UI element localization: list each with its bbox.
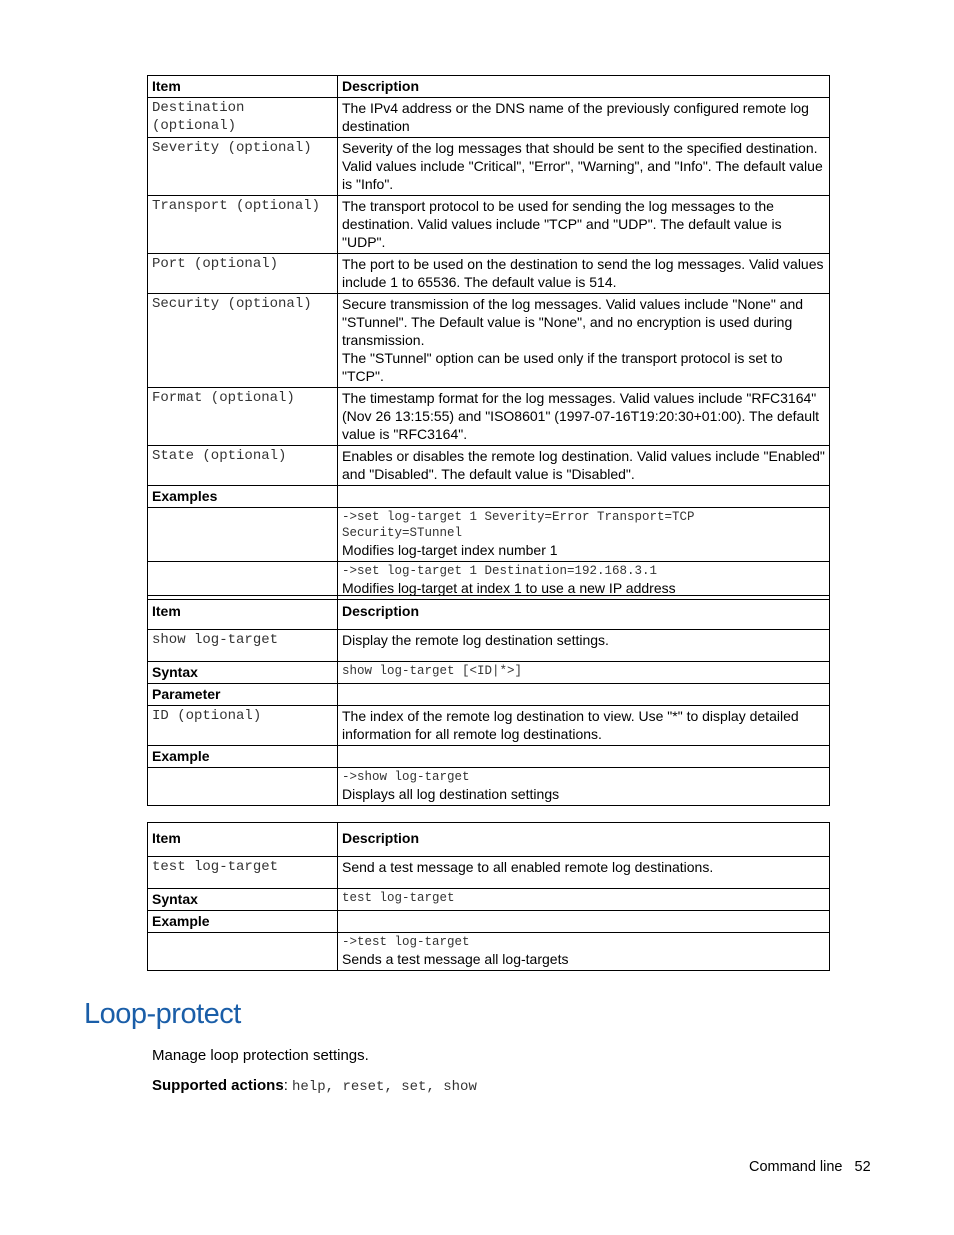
param-description: The transport protocol to be used for sending the log messages to the destination. Valid values include "TCP" and "UDP". The default value is "UDP". [338,196,830,254]
table-row [148,294,830,388]
syntax-cell [338,889,830,911]
empty-cell [338,684,830,706]
section-intro: Manage loop protection settings. [152,1047,369,1064]
example-text: Modifies log-target at index 1 to use a new IP address [342,580,676,596]
example-text: Displays all log destination settings [342,786,560,802]
param-severity: Severity (optional) [148,138,338,196]
table-header-row [148,596,830,630]
table-row [148,706,830,746]
param-description: Enables or disables the remote log destination. Valid values include "Enabled" and "Disabled". The default value is "Disabled". [338,446,830,486]
supported-actions-separator: : [283,1077,293,1094]
table-header-row [148,823,830,857]
empty-cell [338,486,830,508]
parameter-label-row [148,684,830,706]
table-row [148,254,830,294]
examples-label-row [148,486,830,508]
param-state: State (optional) [148,446,338,486]
command-description: Display the remote log destination settings. [338,630,830,662]
example-code: ->test log-target [342,935,470,949]
param-description: The IPv4 address or the DNS name of the previously configured remote log destination [338,98,830,138]
param-description: The timestamp format for the log messages. Valid values include "RFC3164" (Nov 26 13:15:55) and "ISO8601" (1997-07-16T19:20:30+01:00). The default value is "RFC3164". [338,388,830,446]
param-description: The index of the remote log destination to view. Use "*" to display detailed information for all remote log destinations. [338,706,830,746]
example-row [148,933,830,971]
table-row [148,196,830,254]
empty-cell [148,508,338,562]
footer-label: Command line [749,1159,843,1175]
example-cell [338,933,830,971]
param-id: ID (optional) [148,706,338,746]
param-description [338,294,830,388]
log-target-parameters-table [147,75,830,600]
param-description-note: The "STunnel" option can be used only if the transport protocol is set to "TCP". [342,350,783,384]
table-row [148,446,830,486]
example-row [148,768,830,806]
test-log-target-table [147,822,830,971]
syntax-label: Syntax [148,889,338,911]
example-code: ->set log-target 1 Destination=192.168.3.1 [342,564,658,578]
header-description: Description [338,596,830,630]
header-item: Item [148,76,338,98]
supported-actions [152,1077,477,1095]
syntax-row [148,662,830,684]
command-name: show log-target [148,630,338,662]
section-heading: Loop-protect [84,998,241,1030]
param-description-text: Secure transmission of the log messages. Valid values include "None" and "STunnel". The Default value is "None", and no encryption is used during transmission. [342,296,804,348]
table-row [148,388,830,446]
param-format: Format (optional) [148,388,338,446]
empty-cell [148,562,338,600]
example-row [148,562,830,600]
empty-cell [148,933,338,971]
param-description: The port to be used on the destination to send the log messages. Valid values include 1 to 65536. The default value is 514. [338,254,830,294]
example-cell [338,768,830,806]
syntax-code: test log-target [342,891,455,905]
empty-cell [338,746,830,768]
table-row [148,138,830,196]
example-label: Example [148,911,338,933]
header-item: Item [148,596,338,630]
supported-actions-label: Supported actions [152,1077,284,1094]
header-item: Item [148,823,338,857]
param-transport: Transport (optional) [148,196,338,254]
param-description: Severity of the log messages that should be sent to the specified destination. Valid values include "Critical", "Error", "Warning", and "Info". The default value is "Info". [338,138,830,196]
example-text: Sends a test message all log-targets [342,951,569,967]
page-number: 52 [854,1159,871,1175]
parameter-label: Parameter [148,684,338,706]
example-label-row [148,746,830,768]
syntax-cell [338,662,830,684]
supported-actions-list: help, reset, set, show [292,1079,477,1095]
example-text: Modifies log-target index number 1 [342,542,558,558]
param-security: Security (optional) [148,294,338,388]
syntax-label: Syntax [148,662,338,684]
empty-cell [338,911,830,933]
example-code: ->show log-target [342,770,470,784]
syntax-row [148,889,830,911]
examples-label: Examples [148,486,338,508]
command-name: test log-target [148,857,338,889]
example-cell [338,562,830,600]
table-row [148,98,830,138]
syntax-code: show log-target [<ID|*>] [342,664,523,678]
table-row [148,630,830,662]
example-label-row [148,911,830,933]
header-description: Description [338,823,830,857]
param-destination: Destination (optional) [148,98,338,138]
empty-cell [148,768,338,806]
example-cell [338,508,830,562]
example-code: ->set log-target 1 Severity=Error Transport=TCP Security=STunnel [342,510,695,540]
param-port: Port (optional) [148,254,338,294]
table-header-row [148,76,830,98]
example-label: Example [148,746,338,768]
show-log-target-table [147,595,830,806]
command-description: Send a test message to all enabled remote log destinations. [338,857,830,889]
table-row [148,857,830,889]
header-description: Description [338,76,830,98]
page-footer [749,1159,871,1175]
example-row [148,508,830,562]
